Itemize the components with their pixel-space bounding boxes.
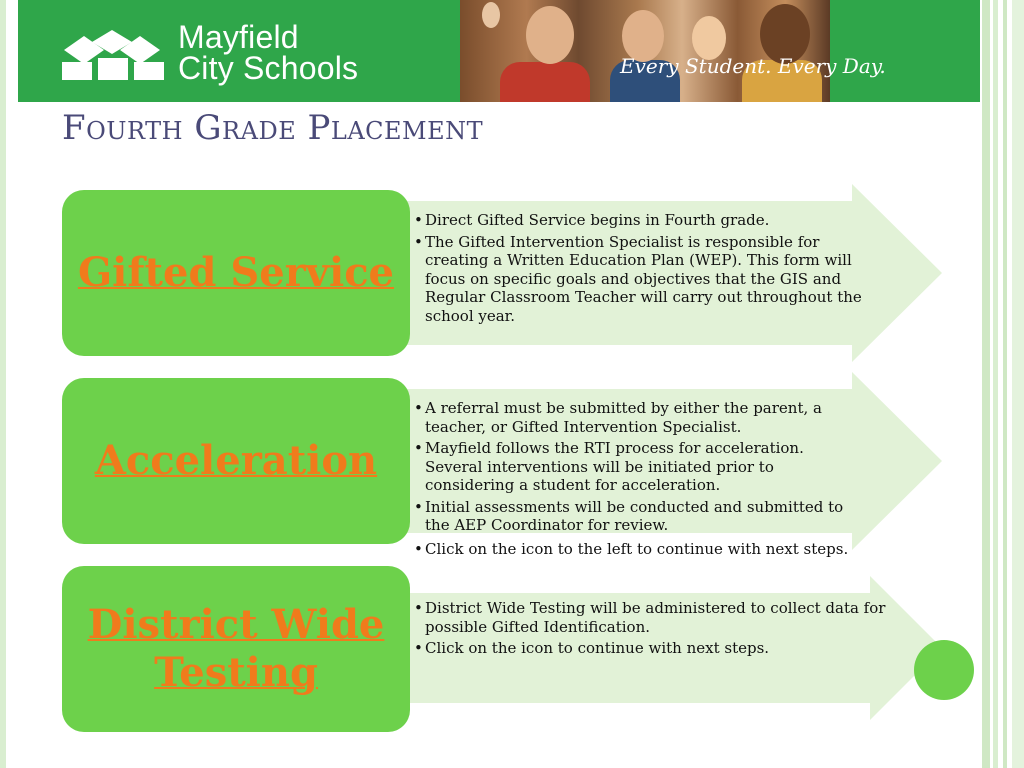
circle-decor-icon [914,640,974,700]
acceleration-link[interactable]: Acceleration [94,437,378,484]
list-item: • Initial assessments will be conducted and submitted to the AEP Coordinator for review. [414,498,864,535]
right-decor-stripe [982,0,990,768]
acceleration-box[interactable] [62,378,410,544]
page-title: Fourth Grade Placement [62,108,484,148]
list-item: • District Wide Testing will be administered to collect data for possible Gifted Identification. [414,599,886,636]
list-item: • The Gifted Intervention Specialist is responsible for creating a Written Education Plan (WEP). This form will focus on specific goals and objectives that the GIS and Regular Classroom Teacher will carry out throughout the school year. [414,233,864,326]
acceleration-bullets [414,399,864,561]
gifted-service-box[interactable] [62,190,410,356]
gifted-service-link[interactable]: Gifted Service [77,249,395,296]
students-photo [460,0,830,102]
right-decor-stripe [1012,0,1024,768]
district-testing-box[interactable] [62,566,410,732]
tagline: Every Student. Every Day. [620,54,886,78]
brand-line-2: City Schools [178,50,359,86]
list-item: • A referral must be submitted by either the parent, a teacher, or Gifted Intervention Specialist. [414,399,864,436]
list-item: • Click on the icon to continue with next steps. [414,639,886,658]
left-decor-stripe [0,0,6,768]
list-item: • Direct Gifted Service begins in Fourth grade. [414,211,864,230]
brand-name [178,19,359,86]
school-logo-icon [58,28,168,84]
right-decor-stripe [993,0,998,768]
header-banner [18,0,980,102]
district-testing-bullets [414,599,886,661]
list-item: • Click on the icon to the left to continue with next steps. [414,540,864,559]
gifted-service-bullets [414,211,864,328]
district-testing-link[interactable]: District Wide Testing [87,601,385,696]
right-decor-stripe [1003,0,1007,768]
brand-line-1: Mayfield [178,19,299,55]
list-item: • Mayfield follows the RTI process for acceleration. Several interventions will be initiated prior to considering a student for acceleration. [414,439,864,495]
